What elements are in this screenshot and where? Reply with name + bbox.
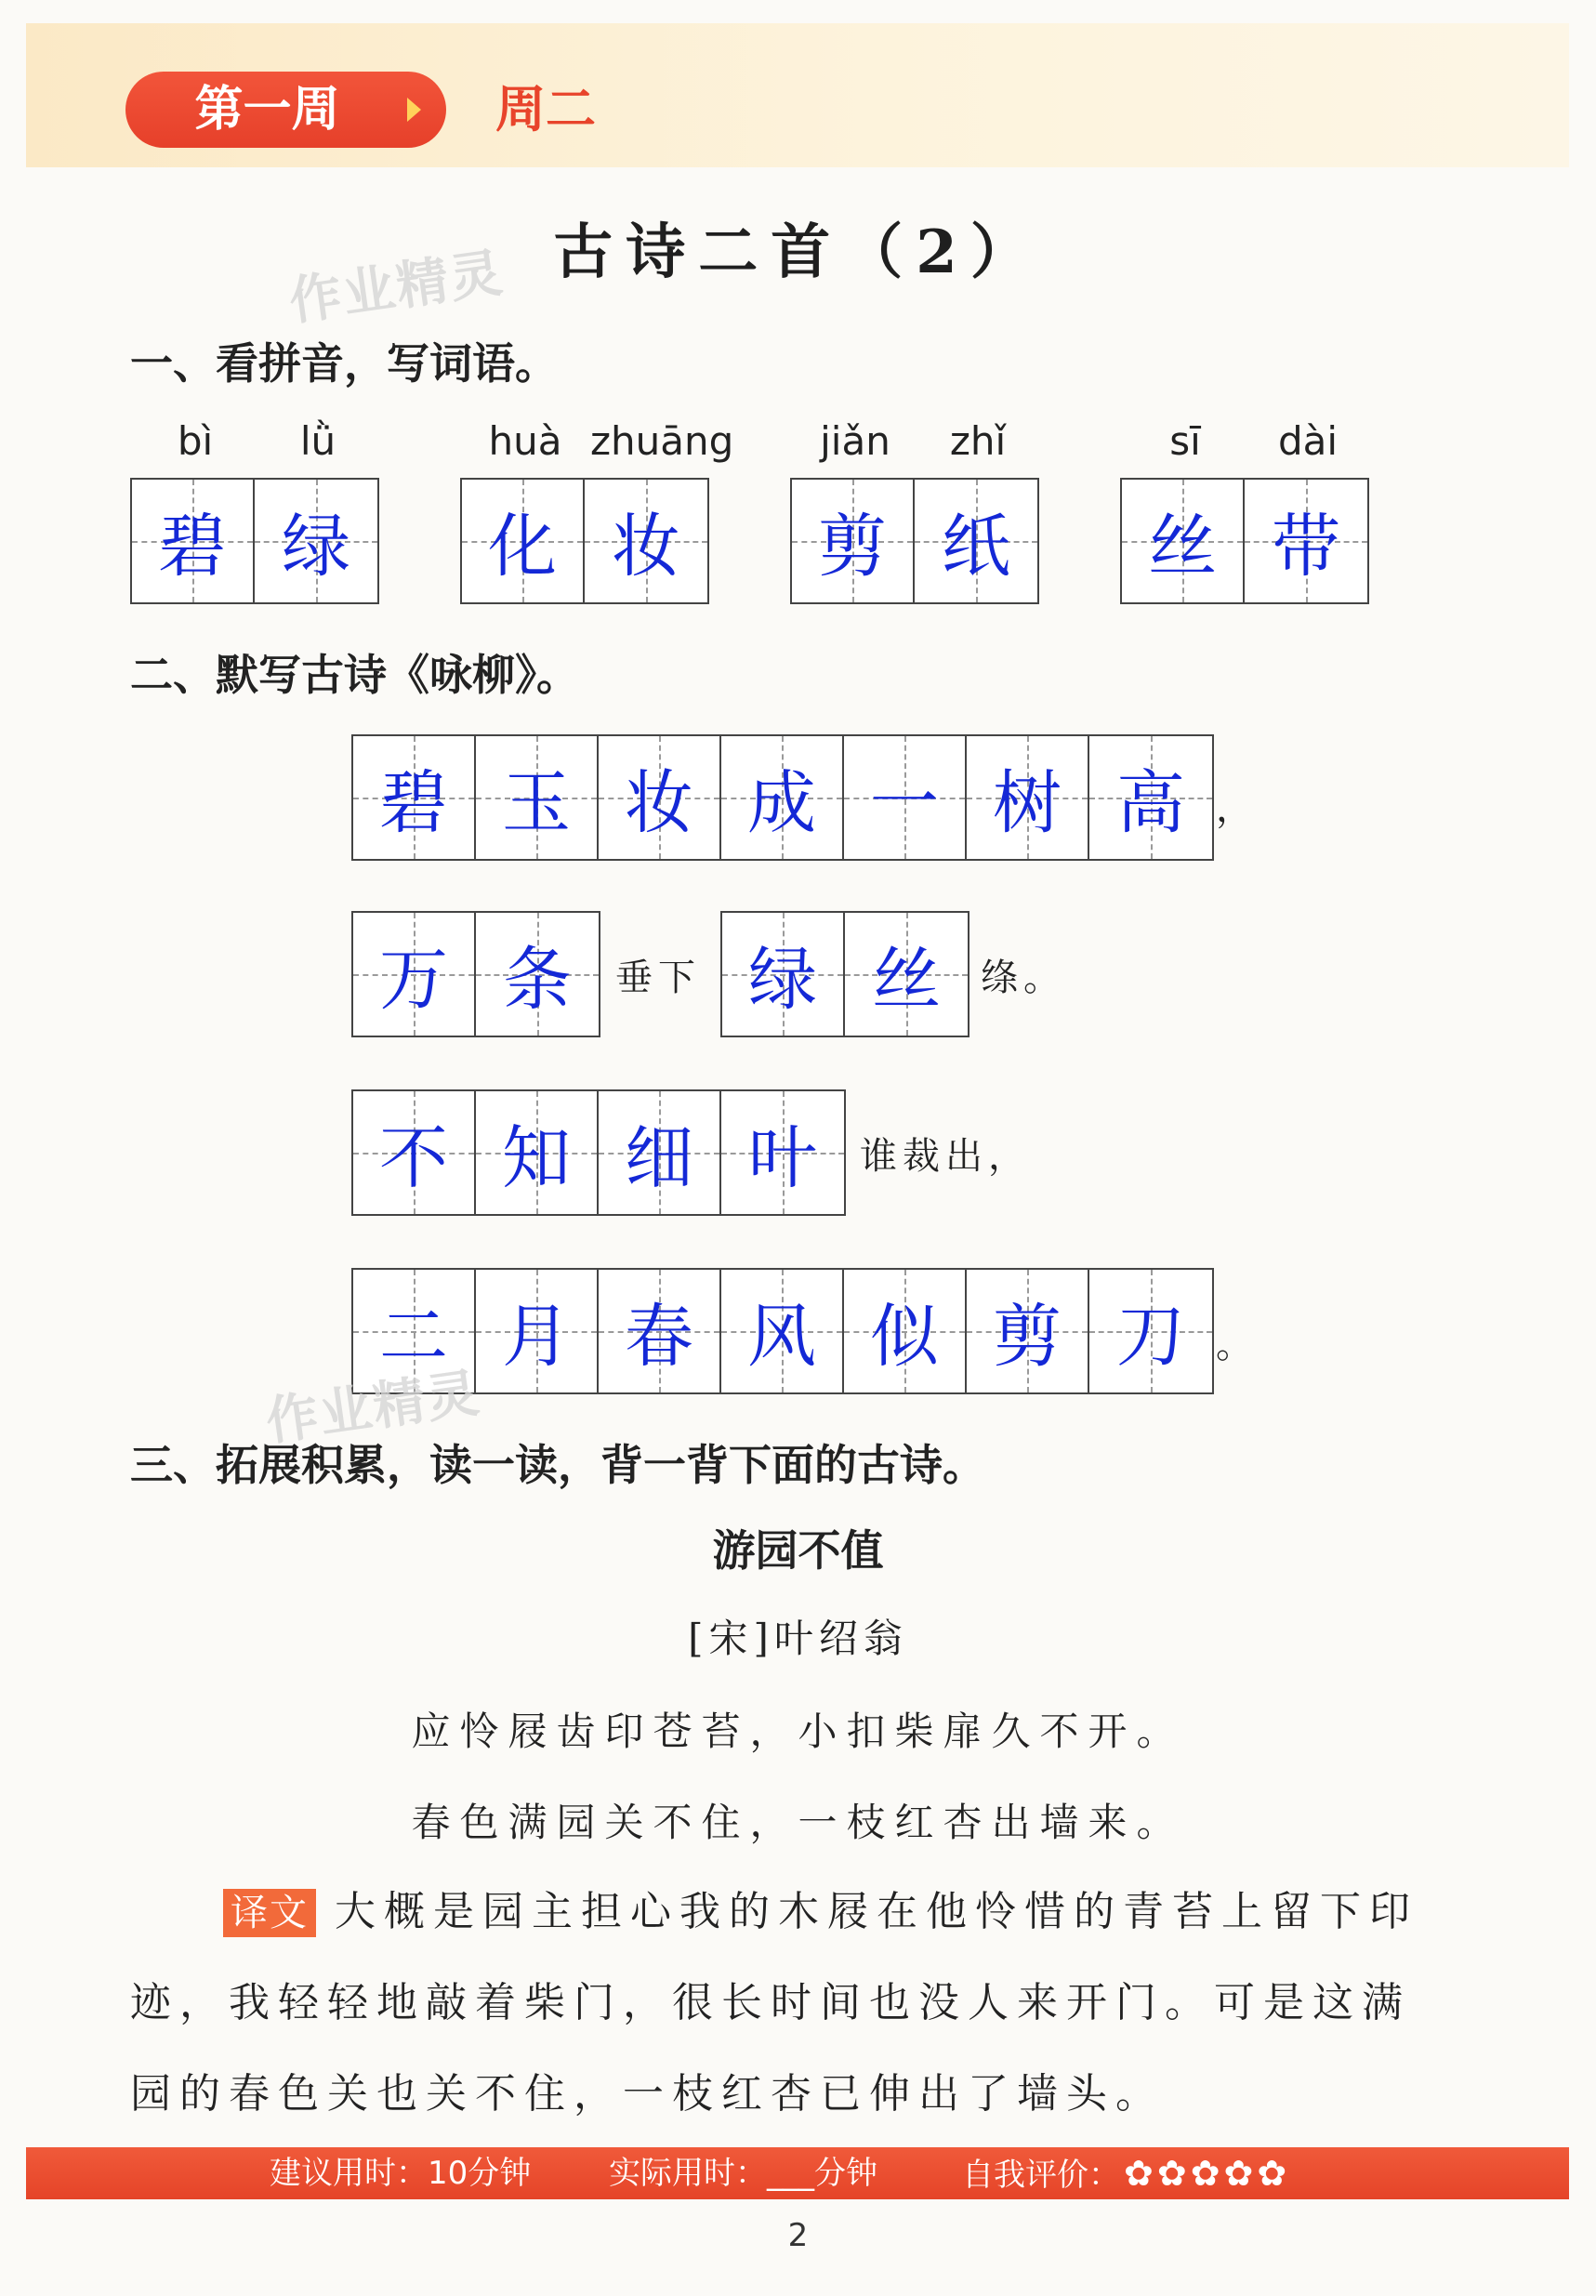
flower-icon[interactable]: ✿ <box>1190 2153 1220 2194</box>
page-title: 古诗二首（2） <box>553 218 1043 287</box>
poem-line: 应怜屐齿印苍苔，小扣柴扉久不开。 <box>411 1709 1185 1754</box>
flower-icon[interactable]: ✿ <box>1156 2153 1187 2194</box>
pinyin: jiǎn <box>820 418 890 464</box>
tian-zi-cell[interactable]: 碧 <box>132 480 255 602</box>
self-evaluation <box>962 2147 1286 2199</box>
watermark: 作业精灵 <box>262 1363 485 1453</box>
tian-zi-cell[interactable]: 剪 <box>967 1270 1089 1392</box>
section3-heading: 三、拓展积累，读一读，背一背下面的古诗。 <box>130 1440 985 1490</box>
rating-stars[interactable] <box>1120 2153 1287 2194</box>
tian-zi-cell[interactable]: 万 <box>353 913 476 1036</box>
tian-zi-cell[interactable]: 高 <box>1089 736 1212 859</box>
tian-zi-cell[interactable]: 知 <box>476 1091 599 1214</box>
tian-zi-cell[interactable]: 风 <box>721 1270 844 1392</box>
flower-icon[interactable]: ✿ <box>1223 2153 1254 2194</box>
tian-zi-cell[interactable]: 化 <box>462 480 585 602</box>
tian-zi-cell[interactable]: 刀 <box>1089 1270 1212 1392</box>
flower-icon[interactable]: ✿ <box>1257 2153 1287 2194</box>
section1-heading: 一、看拼音，写词语。 <box>130 338 558 389</box>
pinyin: huà <box>488 418 562 464</box>
pinyin: dài <box>1277 418 1339 464</box>
translation <box>130 1867 1459 2140</box>
punctuation: 。 <box>1216 1324 1259 1366</box>
tian-zi-cell[interactable]: 一 <box>844 736 967 859</box>
tian-zi-cell[interactable]: 妆 <box>585 480 707 602</box>
poem-line-grid <box>351 734 1214 861</box>
pinyin: zhuāng <box>590 418 734 464</box>
poem-author: [宋]叶绍翁 <box>688 1616 908 1661</box>
word-grid <box>1120 478 1369 604</box>
tian-zi-cell[interactable]: 丝 <box>845 913 968 1036</box>
tian-zi-cell[interactable]: 绿 <box>255 480 377 602</box>
tian-zi-cell[interactable]: 带 <box>1245 480 1367 602</box>
poem-text: 垂下 <box>615 957 701 999</box>
arrow-right-icon <box>407 98 421 122</box>
tian-zi-cell[interactable]: 春 <box>599 1270 721 1392</box>
self-eval-label: 自我评价： <box>962 2157 1120 2194</box>
tian-zi-cell[interactable]: 条 <box>476 913 599 1036</box>
tian-zi-cell[interactable]: 似 <box>844 1270 967 1392</box>
day-label: 周二 <box>495 80 596 139</box>
pinyin: zhǐ <box>949 418 1007 464</box>
word-grid <box>790 478 1039 604</box>
tian-zi-cell[interactable]: 纸 <box>915 480 1037 602</box>
poem-text: 绦。 <box>981 957 1066 999</box>
tian-zi-cell[interactable]: 剪 <box>792 480 915 602</box>
week-badge: 第一周 <box>125 72 446 148</box>
pinyin: sī <box>1169 418 1201 464</box>
tian-zi-cell[interactable]: 碧 <box>353 736 476 859</box>
flower-icon[interactable]: ✿ <box>1124 2153 1154 2194</box>
pinyin: lǜ <box>299 418 336 464</box>
poem-title: 游园不值 <box>712 1525 884 1576</box>
tian-zi-cell[interactable]: 绿 <box>722 913 845 1036</box>
poem-line-grid <box>351 911 600 1037</box>
pinyin: bì <box>177 418 214 464</box>
translation-text: 大概是园主担心我的木屐在他怜惜的青苔上留下印迹，我轻轻地敲着柴门，很长时间也没人来开门。可是这满园的春色关也关不住，一枝红杏已伸出了墙头。 <box>130 1888 1418 2118</box>
section2-heading: 二、默写古诗《咏柳》。 <box>130 650 579 700</box>
tian-zi-cell[interactable]: 细 <box>599 1091 721 1214</box>
tian-zi-cell[interactable]: 妆 <box>599 736 721 859</box>
tian-zi-cell[interactable]: 树 <box>967 736 1089 859</box>
tian-zi-cell[interactable]: 丝 <box>1122 480 1245 602</box>
poem-line-grid <box>720 911 969 1037</box>
tian-zi-cell[interactable]: 不 <box>353 1091 476 1214</box>
actual-time: 实际用时：___分钟 <box>609 2155 877 2192</box>
poem-line-grid <box>351 1268 1214 1394</box>
tian-zi-cell[interactable]: 叶 <box>721 1091 844 1214</box>
tian-zi-cell[interactable]: 成 <box>721 736 844 859</box>
page-number: 2 <box>787 2217 809 2254</box>
word-grid <box>460 478 709 604</box>
suggested-time: 建议用时：10分钟 <box>270 2155 532 2192</box>
translation-tag: 译文 <box>223 1889 316 1937</box>
word-grid <box>130 478 379 604</box>
poem-line: 春色满园关不住，一枝红杏出墙来。 <box>411 1800 1185 1845</box>
tian-zi-cell[interactable]: 月 <box>476 1270 599 1392</box>
tian-zi-cell[interactable]: 二 <box>353 1270 476 1392</box>
poem-text: 谁裁出， <box>860 1135 1031 1178</box>
watermark: 作业精灵 <box>285 243 508 333</box>
tian-zi-cell[interactable]: 玉 <box>476 736 599 859</box>
poem-line-grid <box>351 1089 846 1216</box>
punctuation: ， <box>1216 787 1259 830</box>
